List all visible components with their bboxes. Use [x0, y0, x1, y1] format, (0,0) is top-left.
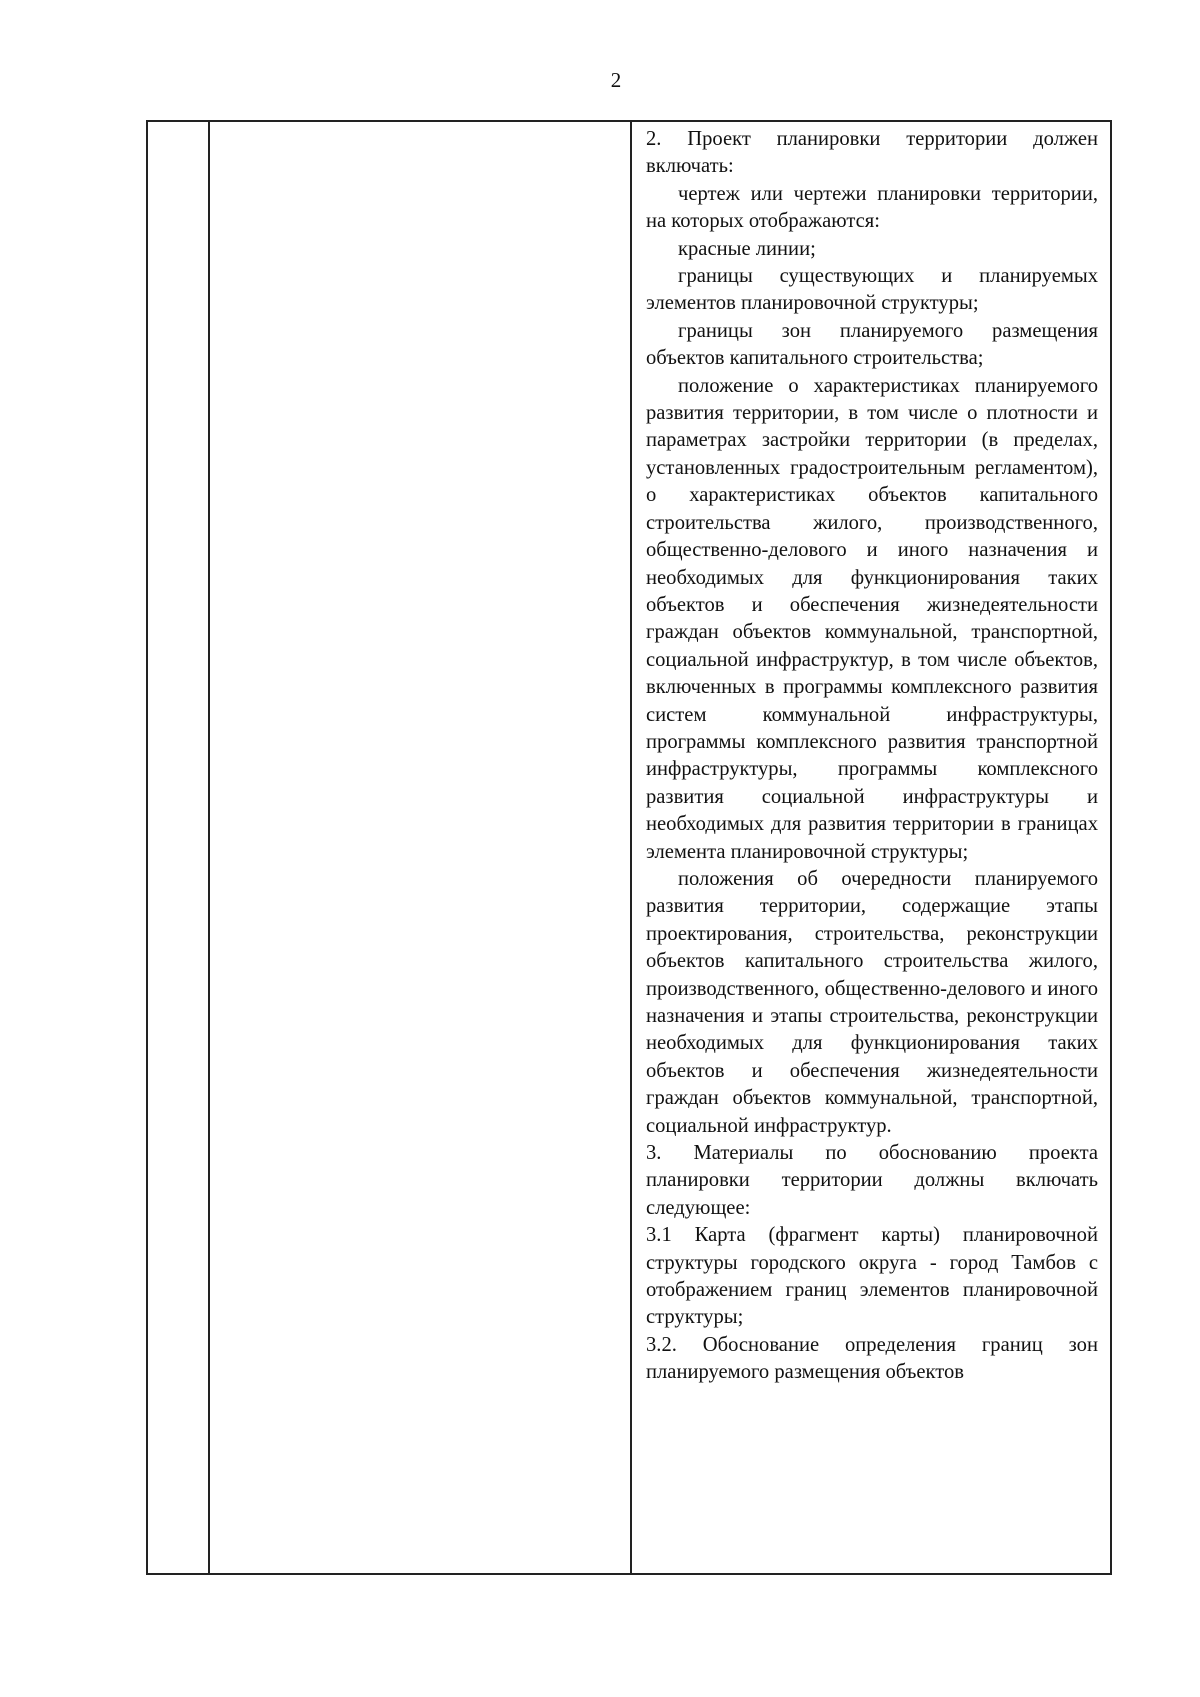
- paragraph: границы зон планируемого размещения объектов капитального строительства;: [646, 319, 1098, 370]
- paragraph: 3.1 Карта (фрагмент карты) планировочной структуры городского округа - город Тамбов с отображением границ элементов планировочной структуры;: [646, 1224, 1098, 1329]
- paragraph: 3. Материалы по обоснованию проекта планировки территории должны включать следующее:: [646, 1142, 1098, 1219]
- table-column-divider: [208, 122, 210, 1573]
- paragraph: чертеж или чертежи планировки территории, на которых отображаются:: [646, 182, 1098, 233]
- page-number: 2: [610, 68, 622, 92]
- paragraph: положение о характеристиках планируемого развития территории, в том числе о плотности и параметрах застройки территории (в пределах, установленных градостроительным регламентом), о характеристиках объектов капитального строительства жилого, производственного, общественно-делового и иного назначения и необходимых для функционирования таких объектов и обеспечения жизнедеятельности граждан объектов коммунальной, транспортной, социальной инфраструктур, в том числе объектов, включенных в программы комплексного развития систем коммунальной инфраструктуры, программы комплексного развития транспортной инфраструктуры, программы комплексного развития социальной инфраструктуры и необходимых для развития территории в границах элемента планировочной структуры;: [646, 374, 1098, 863]
- paragraph: 2. Проект планировки территории должен включать:: [646, 128, 1098, 178]
- document-table: [146, 120, 1112, 1575]
- paragraph: красные линии;: [678, 237, 816, 260]
- table-text-cell: [632, 122, 1110, 1387]
- paragraph: положения об очередности планируемого развития территории, содержащие этапы проектирования, строительства, реконструкции объектов капитального строительства жилого, производственного, общественно-делового и иного назначения и этапы строительства, реконструкции необходимых для функционирования таких объектов и обеспечения жизнедеятельности граждан объектов коммунальной, транспортной, социальной инфраструктур.: [646, 867, 1098, 1137]
- paragraph: границы существующих и планируемых элементов планировочной структуры;: [646, 265, 1098, 315]
- paragraph: 3.2. Обоснование определения границ зон планируемого размещения объектов: [646, 1333, 1098, 1384]
